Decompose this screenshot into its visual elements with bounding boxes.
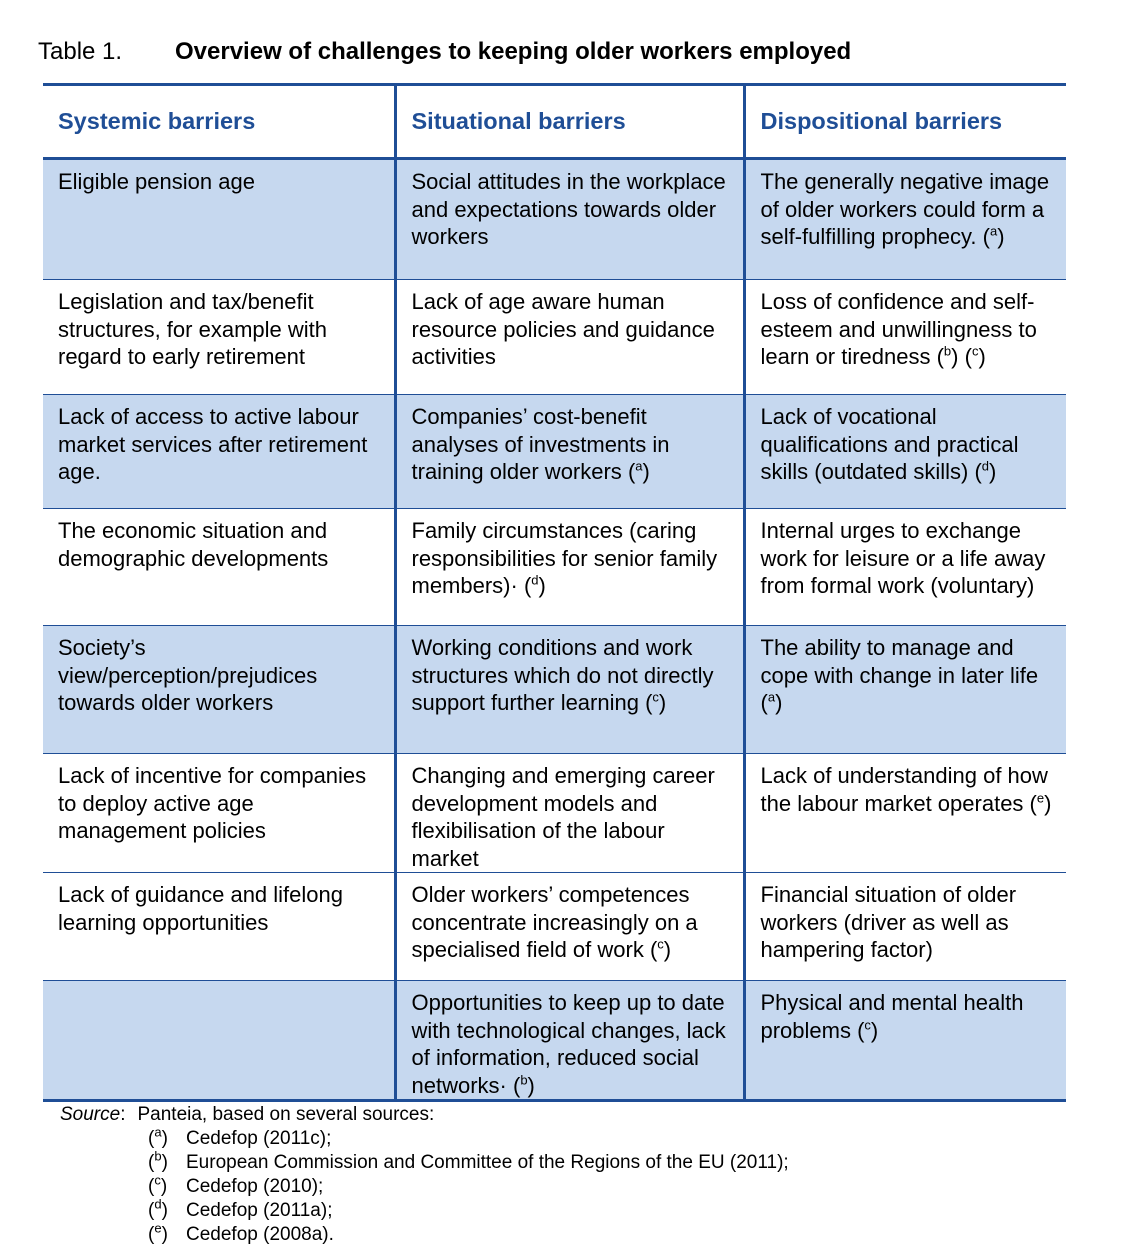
cell-references: ($^d$) [974, 458, 997, 484]
reference-marker: a [767, 689, 776, 705]
table-number: Table 1. [38, 38, 123, 65]
source-text: Panteia, based on several sources: [137, 1104, 435, 1125]
cell-references: ($^e$) [1029, 790, 1052, 816]
table-cell [43, 626, 395, 754]
reference-key: ($^b$) [148, 1148, 168, 1173]
header-row [43, 85, 1066, 159]
cell-text: Lack of vocational qualifications and practical skills (outdated skills) [760, 404, 1019, 484]
reference-list [60, 1124, 789, 1247]
cell-text: Lack of age aware human resource policies and guidance activities [411, 289, 715, 369]
table-cell [395, 509, 744, 626]
reference-key: ($^d$) [148, 1196, 168, 1221]
table-cell [395, 873, 744, 981]
cell-text: The ability to manage and cope with change in later life [760, 635, 1039, 688]
table-cell [43, 395, 395, 509]
table-row [43, 280, 1066, 395]
table-caption [38, 36, 851, 68]
cell-text: Lack of access to active labour market services after retirement age. [58, 404, 368, 484]
cell-text: Changing and emerging career development models and flexibilisation of the labour market [411, 763, 715, 871]
table-cell [395, 280, 744, 395]
table-cell [744, 159, 1066, 280]
table-cell [744, 754, 1066, 873]
reference-marker: a [989, 223, 998, 239]
reference-key: ($^a$) [148, 1124, 168, 1149]
cell-references: ($^c$) [857, 1017, 879, 1043]
table-cell [744, 981, 1066, 1101]
cell-text: Eligible pension age [58, 169, 255, 194]
reference-item [148, 1148, 789, 1175]
reference-text: Cedefop (2010); [186, 1176, 324, 1197]
cell-text: Legislation and tax/benefit structures, for example with regard to early retirement [58, 289, 327, 369]
cell-references: ($^a$) [627, 458, 650, 484]
reference-key: ($^c$) [148, 1172, 168, 1197]
table-row [43, 873, 1066, 981]
table-cell [395, 395, 744, 509]
cell-references: ($^d$) [523, 572, 546, 598]
cell-text: Older workers’ competences concentrate increasingly on a specialised field of work [411, 882, 698, 962]
source-line: Source: Panteia, based on several sources: [60, 1104, 435, 1125]
reference-marker: a [635, 458, 643, 474]
table-row [43, 395, 1066, 509]
cell-references: ($^c$) [645, 689, 667, 715]
table-row [43, 509, 1066, 626]
cell-text: The generally negative image of older workers could form a self-fulfilling prophecy. [760, 169, 1050, 249]
table-row [43, 159, 1066, 280]
table-cell [43, 754, 395, 873]
cell-text: Society’s view/perception/prejudices towards older workers [58, 635, 318, 715]
cell-references: ($^c$) [649, 936, 672, 962]
reference-marker: c [652, 689, 659, 705]
table-cell [43, 873, 395, 981]
reference-text: Cedefop (2011c); [186, 1128, 332, 1149]
reference-item [148, 1220, 789, 1247]
reference-marker: b [943, 343, 952, 359]
table-cell [744, 509, 1066, 626]
cell-references: ($^b$) [512, 1072, 535, 1098]
table-row [43, 981, 1066, 1101]
reference-marker: c [864, 1017, 871, 1033]
column-header: Dispositional barriers [744, 85, 1066, 159]
reference-marker: d [981, 458, 990, 474]
reference-item [148, 1196, 789, 1223]
reference-text: Cedefop (2011a); [186, 1200, 333, 1221]
table-cell [395, 626, 744, 754]
table-body [43, 159, 1066, 1101]
reference-text: European Commission and Committee of the Regions of the EU (2011); [186, 1152, 789, 1173]
table-cell [43, 981, 395, 1101]
table-row [43, 626, 1066, 754]
cell-text: Loss of confidence and self-esteem and unwillingness to learn or tiredness [760, 289, 1037, 369]
table-cell [744, 626, 1066, 754]
reference-item [148, 1124, 789, 1151]
cell-text: Social attitudes in the workplace and expectations towards older workers [411, 169, 726, 249]
reference-marker: c [657, 936, 664, 952]
cell-text: Companies’ cost-benefit analyses of investments in training older workers [411, 404, 670, 484]
table-title: Overview of challenges to keeping older workers employed [175, 38, 852, 65]
cell-references: ($^b$) ($^c$) [936, 343, 986, 369]
table-cell [744, 395, 1066, 509]
cell-text: Family circumstances (caring responsibilities for senior family members)· [411, 518, 718, 598]
source-note [60, 1103, 789, 1247]
reference-marker: b [520, 1072, 528, 1088]
reference-marker: d [531, 572, 539, 588]
cell-text: Financial situation of older workers (driver as well as hampering factor) [760, 882, 1017, 962]
table-cell [43, 280, 395, 395]
cell-text: Internal urges to exchange work for leisure or a life away from formal work (voluntary) [760, 518, 1046, 598]
column-header: Situational barriers [395, 85, 744, 159]
table-row [43, 754, 1066, 873]
cell-text: Lack of understanding of how the labour market operates [760, 763, 1048, 816]
cell-references: ($^a$) [760, 689, 783, 715]
table-cell [395, 754, 744, 873]
table-cell [744, 280, 1066, 395]
cell-text: Lack of guidance and lifelong learning opportunities [58, 882, 343, 935]
table-cell [43, 509, 395, 626]
column-header: Systemic barriers [43, 85, 395, 159]
reference-marker: c [971, 343, 979, 359]
reference-text: Cedefop (2008a). [186, 1224, 334, 1245]
cell-text: Physical and mental health problems [760, 990, 1024, 1043]
source-label: Source [60, 1104, 121, 1125]
cell-text: Lack of incentive for companies to deploy active age management policies [58, 763, 367, 843]
reference-marker: e [1036, 790, 1045, 806]
reference-key: ($^e$) [148, 1220, 168, 1245]
table-cell [395, 159, 744, 280]
reference-item [148, 1172, 789, 1199]
table-cell [744, 873, 1066, 981]
cell-text: The economic situation and demographic developments [58, 518, 329, 571]
table-cell [395, 981, 744, 1101]
table-cell [43, 159, 395, 280]
cell-references: ($^a$) [982, 223, 1005, 249]
cell-text: Working conditions and work structures which do not directly support further learning [411, 635, 714, 715]
cell-text: Opportunities to keep up to date with technological changes, lack of information, reduced social networks· [411, 990, 726, 1098]
barriers-table [43, 83, 1066, 1102]
